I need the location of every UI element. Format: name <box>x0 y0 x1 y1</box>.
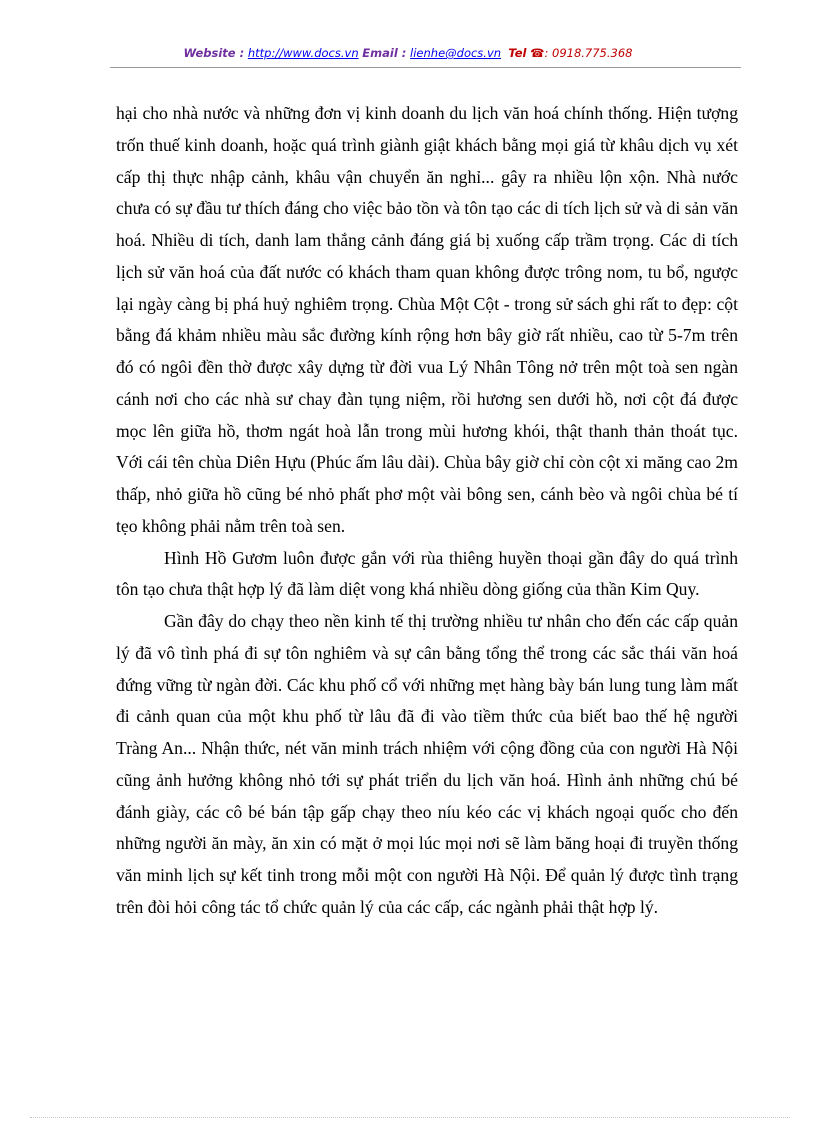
footer-divider <box>30 1117 790 1118</box>
page-header <box>0 46 816 60</box>
email-link[interactable]: lienhe@docs.vn <box>410 46 502 60</box>
paragraph-3: Gần đây do chạy theo nền kinh tế thị trường nhiều tư nhân cho đến các cấp quản lý đã vô tình phá đi sự tôn nghiêm và sự cân bằng tổng thể trong các sắc thái văn hoá đứng vững từ ngàn đời. Các khu phố cổ với những mẹt hàng bày bán lung tung làm mất đi cảnh quan của một khu phố từ lâu đã đi vào tiềm thức của biết bao thế hệ người Tràng An... Nhận thức, nét văn minh trách nhiệm với cộng đồng của con người Hà Nội cũng ảnh hưởng không nhỏ tới sự phát triển du lịch văn hoá. Hình ảnh những chú bé đánh giày, các cô bé bán tập gấp chạy theo níu kéo các vị khách ngoại quốc cho đến những người ăn mày, ăn xin có mặt ở mọi lúc mọi nơi sẽ làm băng hoại đi truyền thống văn minh lịch sự kết tinh trong mỗi một con người Hà Nội. Để quản lý được tình trạng trên đòi hỏi công tác tổ chức quản lý của các cấp, các ngành phải thật hợp lý. <box>116 611 738 917</box>
paragraph-2: Hình Hồ Gươm luôn được gắn với rùa thiêng huyền thoại gần đây do quá trình tôn tạo chưa thật hợp lý đã làm diệt vong khá nhiều dòng giống của thần Kim Quy. <box>116 547 738 600</box>
header-divider <box>110 67 741 68</box>
website-link[interactable]: http://www.docs.vn <box>247 46 359 60</box>
website-label: Website : <box>183 46 245 60</box>
phone-icon: ☎ <box>530 46 545 60</box>
tel-label: Tel <box>508 46 527 60</box>
email-separator: : <box>397 46 407 60</box>
document-body <box>116 98 738 924</box>
tel-value: : 0918.775.368 <box>544 46 633 60</box>
email-label: Email <box>362 46 398 60</box>
paragraph-1: hại cho nhà nước và những đơn vị kinh doanh du lịch văn hoá chính thống. Hiện tượng trốn thuế kinh doanh, hoặc quá trình giành giật khách bằng mọi giá từ khâu dịch vụ xét cấp thị thực nhập cảnh, khâu vận chuyển ăn nghỉ... gây ra nhiều lộn xộn. Nhà nước chưa có sự đầu tư thích đáng cho việc bảo tồn và tôn tạo các di tích lịch sử và di sản văn hoá. Nhiều di tích, danh lam thắng cảnh đáng giá bị xuống cấp trầm trọng. Các di tích lịch sử văn hoá của đất nước có khách tham quan không được trông nom, tu bổ, ngược lại ngày càng bị phá huỷ nghiêm trọng. Chùa Một Cột - trong sử sách ghi rất to đẹp: cột bằng đá khảm nhiều màu sắc đường kính rộng hơn bây giờ rất nhiều, cao từ 5-7m trên đó có ngôi đền thờ được xây dựng từ đời vua Lý Nhân Tông nở trên một toà sen ngàn cánh nơi cho các nhà sư chay đàn tụng niệm, rồi hương sen dưới hồ, nơi cột đá được mọc lên giữa hồ, thơm ngát hoà lẫn trong mùi hương khói, thật thanh thản thoát tục. Với cái tên chùa Diên Hựu (Phúc ấm lâu dài). Chùa bây giờ chỉ còn cột xi măng cao 2m thấp, nhỏ giữa hồ cũng bé nhỏ phất phơ một vài bông sen, cánh bèo và ngôi chùa bé tí tẹo không phải nằm trên toà sen. <box>116 103 738 536</box>
